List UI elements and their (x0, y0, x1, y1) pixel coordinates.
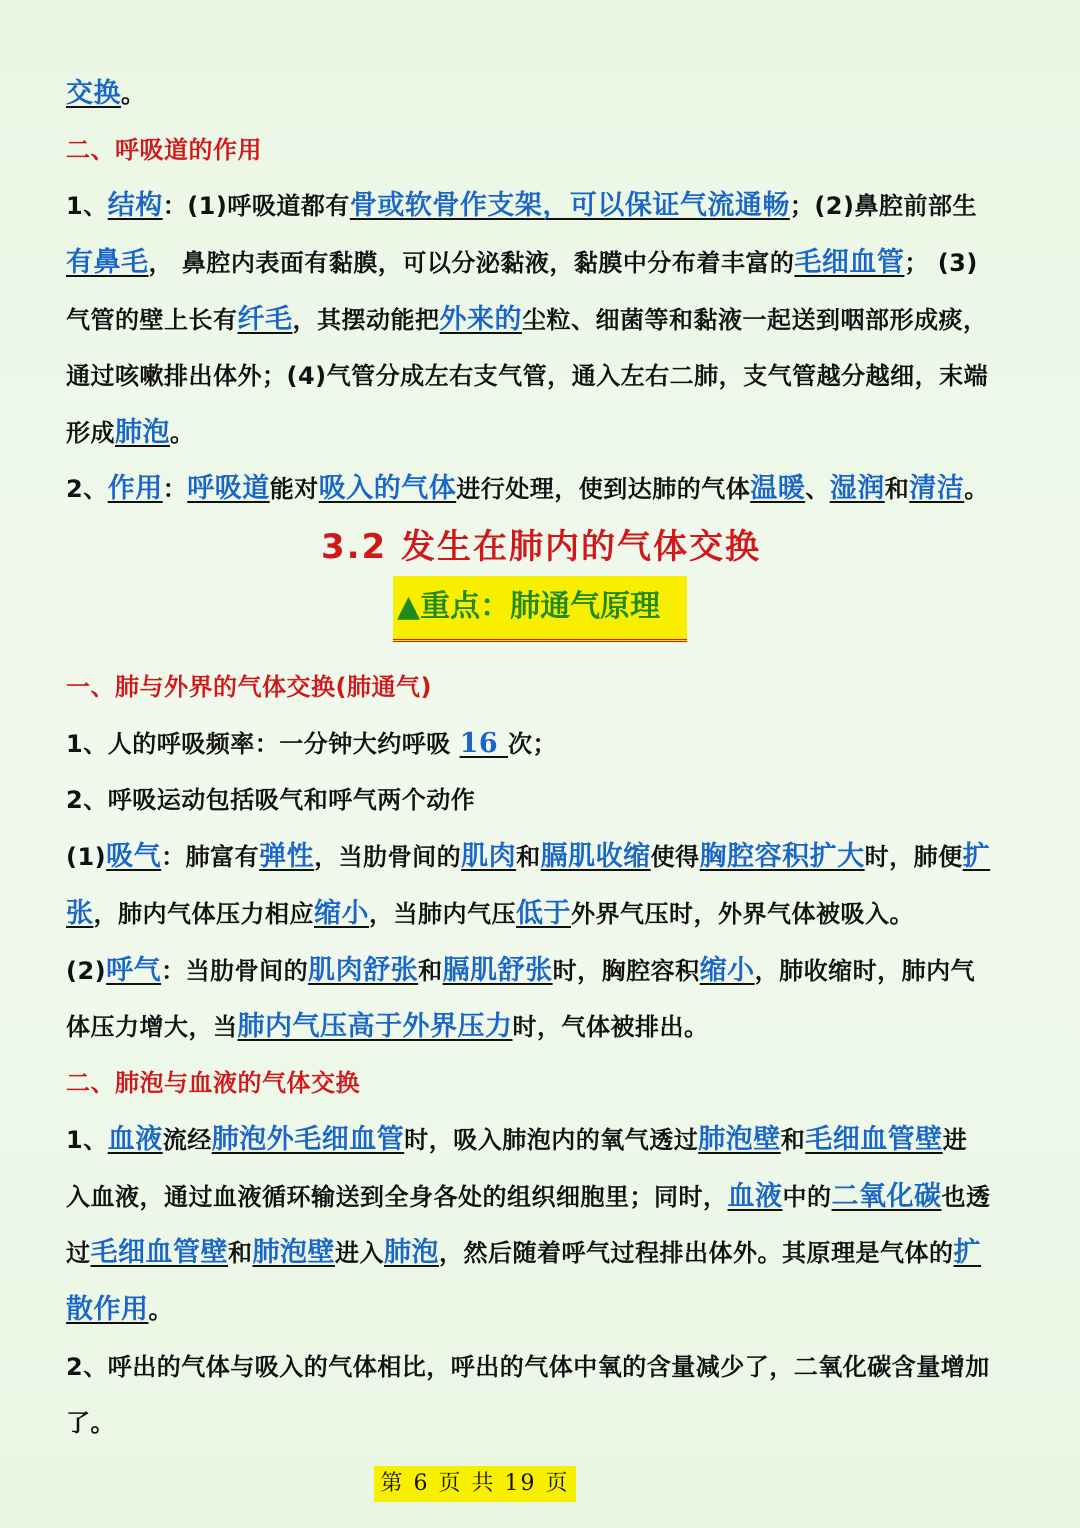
text-segment: ，肺收缩时，肺内气 (754, 957, 976, 985)
text-segment: (2) (66, 957, 107, 985)
text-segment: ，然后随着呼气过程排出体外。其原理是气体的 (439, 1239, 954, 1267)
text-segment: 外界气压时，外界气体被吸入。 (571, 900, 914, 928)
text-segment: ： (162, 475, 188, 503)
text-line (66, 243, 978, 283)
text-line (66, 724, 557, 764)
text-segment: 使得 (650, 843, 700, 871)
text-segment: 二、呼吸道的作用 (66, 136, 262, 164)
text-segment: 2、 (66, 475, 108, 503)
text-segment: 。 (121, 80, 146, 108)
section-title: 3.2 发生在肺内的气体交换 (320, 527, 762, 567)
text-segment: ，当肺内气压 (369, 900, 516, 928)
text-segment: 体压力增大，当 (66, 1013, 238, 1041)
text-segment: 2、呼吸运动包括吸气和呼气两个动作 (66, 786, 476, 814)
text-segment: 进入 (335, 1239, 384, 1267)
text-line (66, 894, 914, 934)
fill-in-answer: 16 (459, 728, 509, 759)
text-segment: 时，胸腔容积 (552, 957, 700, 985)
fill-in-answer: 肺泡 (384, 1237, 439, 1268)
fill-in-answer: 二氧化碳 (831, 1181, 942, 1212)
text-segment: 次； (508, 730, 558, 758)
fill-in-answer: 温暖 (750, 473, 806, 504)
text-segment: 通过咳嗽排出体外；(4)气管分成左右支气管，通入左右二肺，支气管越分越细，末端 (66, 362, 989, 390)
fill-in-answer: 肌肉舒张 (308, 955, 419, 986)
text-segment: 进行处理，使到达肺的气体 (456, 475, 751, 503)
fill-in-answer: 吸气 (106, 841, 162, 872)
fill-in-answer: 扩 (953, 1237, 981, 1268)
section-heading (66, 667, 432, 707)
page-footer: 第 6 页 共 19 页 (374, 1466, 576, 1502)
text-segment: 尘粒、细菌等和黏液一起送到咽部形成痰， (522, 306, 988, 334)
fill-in-answer: 吸入的气体 (318, 473, 457, 504)
text-segment: 。 (170, 419, 195, 447)
text-line (66, 837, 990, 877)
text-line (66, 356, 988, 396)
fill-in-answer: 膈肌收缩 (540, 841, 651, 872)
fill-in-answer: 纤毛 (237, 304, 293, 335)
text-segment: 1、 (66, 192, 108, 220)
section-heading (66, 130, 262, 170)
fill-in-answer: 肺内气压高于外界压力 (237, 1011, 513, 1042)
fill-in-answer: 血液 (727, 1181, 783, 1212)
text-segment: ； (3) (904, 249, 978, 277)
fill-in-answer: 胸腔容积扩大 (699, 841, 865, 872)
fill-in-answer: 血液 (107, 1124, 163, 1155)
fill-in-answer: 缩小 (699, 955, 755, 986)
fill-in-answer: 毛细血管壁 (90, 1237, 228, 1268)
text-segment: 一、肺与外界的气体交换(肺通气) (66, 673, 432, 701)
fill-in-answer: 弹性 (259, 841, 315, 872)
fill-in-answer: 膈肌舒张 (442, 955, 553, 986)
text-segment: ，肺内气体压力相应 (93, 900, 314, 928)
fill-in-answer: 肺泡壁 (698, 1124, 781, 1155)
text-segment: ：(1)呼吸道都有 (162, 192, 350, 220)
text-segment: 和 (780, 1126, 806, 1154)
text-segment: 进 (942, 1126, 968, 1154)
text-segment: (1) (66, 843, 107, 871)
text-segment: ；(2)鼻腔前部生 (789, 192, 977, 220)
text-line (66, 413, 195, 453)
fill-in-answer: 缩小 (314, 898, 369, 929)
text-segment: ，其摆动能把 (292, 306, 440, 334)
fill-in-answer: 清洁 (909, 473, 965, 504)
text-segment: 和 (884, 475, 910, 503)
text-segment: ， 鼻腔内表面有黏膜，可以分泌黏液，黏膜中分布着丰富的 (148, 249, 795, 277)
fill-in-answer: 扩 (962, 841, 991, 872)
text-segment: 时，肺便 (864, 843, 963, 871)
fill-in-answer: 呼吸道 (187, 473, 270, 504)
fill-in-answer: 呼气 (106, 955, 162, 986)
fill-in-answer: 散作用 (66, 1294, 149, 1325)
text-segment: 中的 (782, 1183, 832, 1211)
text-line (66, 469, 989, 509)
fill-in-answer: 交换 (66, 78, 121, 109)
text-line (66, 1403, 115, 1443)
fill-in-answer: 低于 (516, 898, 571, 929)
text-segment: 1、 (66, 1126, 108, 1154)
text-segment: 时，吸入肺泡内的氧气透过 (404, 1126, 699, 1154)
fill-in-answer: 肺泡外毛细血管 (211, 1124, 405, 1155)
fill-in-answer: 有鼻毛 (66, 247, 149, 278)
text-segment: 和 (516, 843, 541, 871)
text-segment: 和 (228, 1239, 253, 1267)
text-line (66, 1290, 173, 1330)
text-segment: 也透 (941, 1183, 991, 1211)
text-segment: 流经 (162, 1126, 212, 1154)
section-heading (66, 1063, 360, 1103)
text-segment: ，当肋骨间的 (314, 843, 462, 871)
text-segment: ：当肋骨间的 (161, 957, 309, 985)
text-segment: 时，气体被排出。 (512, 1013, 709, 1041)
text-segment: 入血液，通过血液循环输送到全身各处的组织细胞里；同时， (66, 1183, 728, 1211)
text-line (66, 300, 988, 340)
text-line (66, 1120, 967, 1160)
fill-in-answer: 湿润 (829, 473, 885, 504)
text-segment: 1、人的呼吸频率：一分钟大约呼吸 (66, 730, 460, 758)
fill-in-answer: 肺泡壁 (252, 1237, 335, 1268)
fill-in-answer: 毛细血管壁 (805, 1124, 943, 1155)
text-segment: 二、肺泡与血液的气体交换 (66, 1069, 360, 1097)
fill-in-answer: 结构 (107, 190, 163, 221)
text-line (66, 780, 475, 820)
text-line (66, 1347, 990, 1387)
fill-in-answer: 骨或软骨作支架，可以保证气流通畅 (349, 190, 790, 221)
text-line (66, 1177, 991, 1217)
text-segment: 和 (418, 957, 443, 985)
fill-in-answer: 肌肉 (461, 841, 517, 872)
text-line (66, 186, 977, 226)
key-point-label: ▲重点：肺通气原理 (397, 589, 661, 624)
text-segment: 、 (805, 475, 830, 503)
text-line (66, 1007, 709, 1047)
key-point-box (393, 576, 687, 642)
text-segment: 。 (964, 475, 989, 503)
text-segment: 过 (66, 1239, 91, 1267)
text-segment: 能对 (269, 475, 319, 503)
text-line (66, 1233, 981, 1273)
fill-in-answer: 肺泡 (115, 417, 170, 448)
text-segment: ：肺富有 (161, 843, 260, 871)
text-segment: 。 (148, 1296, 173, 1324)
fill-in-answer: 张 (66, 898, 94, 929)
text-line (66, 951, 975, 991)
text-line (66, 74, 146, 114)
text-segment: 形成 (66, 419, 115, 447)
fill-in-answer: 作用 (107, 473, 163, 504)
text-segment: 气管的壁上长有 (66, 306, 238, 334)
text-segment: 2、呼出的气体与吸入的气体相比，呼出的气体中氧的含量减少了，二氧化碳含量增加 (66, 1353, 990, 1381)
text-segment: 了。 (66, 1409, 115, 1437)
fill-in-answer: 外来的 (439, 304, 522, 335)
fill-in-answer: 毛细血管 (794, 247, 905, 278)
